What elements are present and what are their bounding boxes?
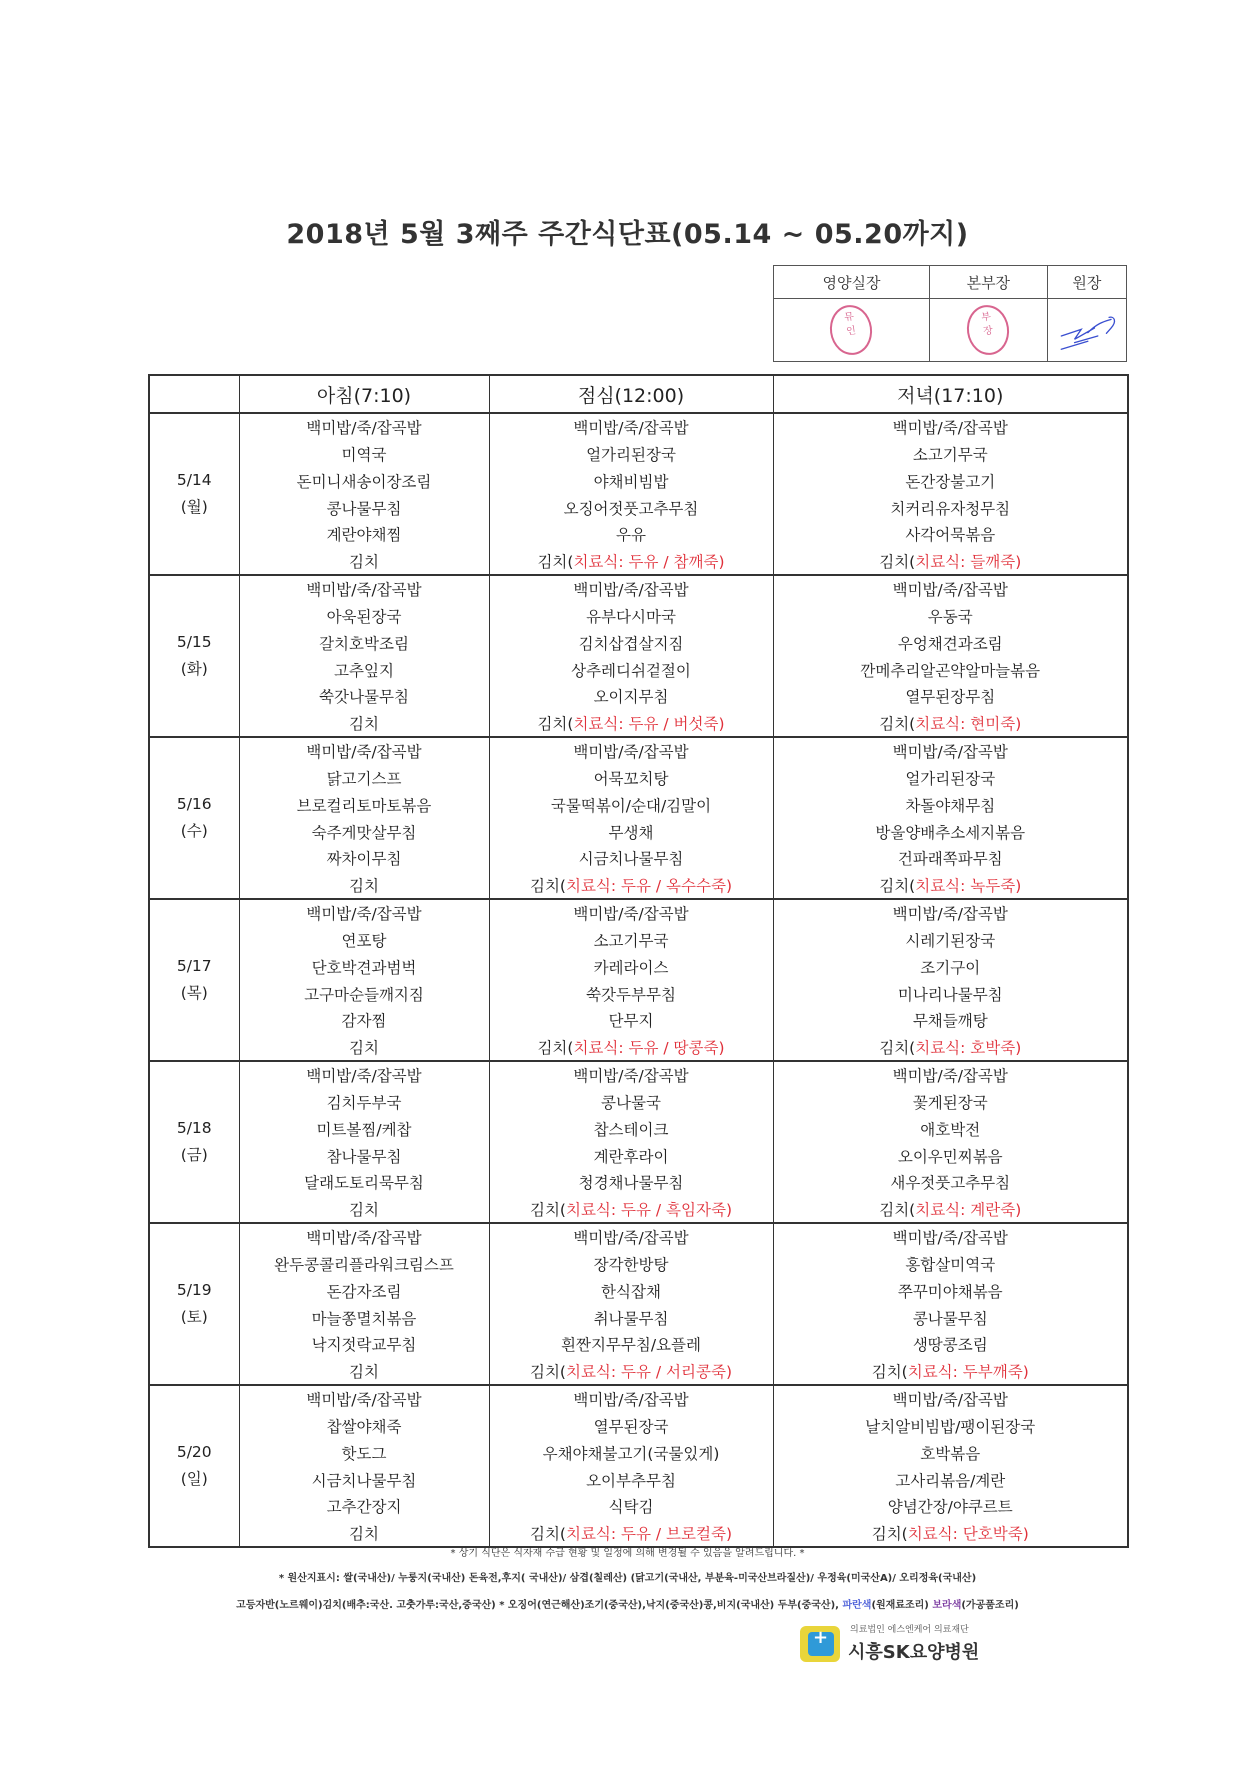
dinner-item: 사각어묵볶음	[773, 521, 1128, 548]
date-cell	[149, 441, 239, 468]
paren-close: )	[1015, 1038, 1022, 1057]
kimchi-label: 김치(	[537, 1038, 574, 1057]
lunch-item: 오징어젓풋고추무침	[489, 494, 773, 521]
therapeutic-diet-label: 치료식: 단호박죽	[907, 1524, 1023, 1543]
kimchi-label: 김치(	[537, 714, 574, 733]
date-cell: 5/14	[149, 467, 239, 494]
lunch-item	[489, 548, 773, 576]
origin-text: 고등자반(노르웨이)김치(배추:국산. 고춧가루:국산,중국산) * 오징어(연근해산)조기(중국산),낙지(중국산)콩,비지(국내산) 두부(중국산),	[236, 1600, 843, 1611]
lunch-item: 시금치나물무침	[489, 845, 773, 872]
breakfast-item: 핫도그	[239, 1439, 489, 1466]
table-row	[149, 1277, 1128, 1304]
paren-close: )	[1015, 876, 1022, 895]
table-row	[149, 1385, 1128, 1413]
dinner-item: 돈간장불고기	[773, 467, 1128, 494]
paren-close: )	[718, 714, 725, 733]
table-row	[149, 629, 1128, 656]
breakfast-item: 백미밥/죽/잡곡밥	[239, 413, 489, 441]
breakfast-item: 달래도토리묵무침	[239, 1169, 489, 1196]
lunch-item: 단무지	[489, 1007, 773, 1034]
dinner-item: 호박볶음	[773, 1439, 1128, 1466]
breakfast-item: 연포탕	[239, 927, 489, 954]
dinner-item: 얼가리된장국	[773, 765, 1128, 792]
dinner-item: 콩나물무침	[773, 1304, 1128, 1331]
date-cell	[149, 413, 239, 441]
breakfast-item: 닭고기스프	[239, 765, 489, 792]
lunch-item: 유부다시마국	[489, 603, 773, 630]
date-cell	[149, 1169, 239, 1196]
lunch-item: 청경채나물무침	[489, 1169, 773, 1196]
kimchi-label: 김치(	[529, 876, 566, 895]
breakfast-item: 백미밥/죽/잡곡밥	[239, 1223, 489, 1251]
date-cell	[149, 1196, 239, 1224]
breakfast-item: 감자찜	[239, 1007, 489, 1034]
dinner-item: 방울양배추소세지볶음	[773, 818, 1128, 845]
breakfast-item: 완두콩콜리플라워크림스프	[239, 1251, 489, 1278]
therapeutic-diet-label: 치료식: 두유 / 옥수수죽	[565, 876, 726, 895]
date-cell: 5/20	[149, 1439, 239, 1466]
table-row	[149, 1007, 1128, 1034]
table-row	[149, 575, 1128, 603]
table-row	[149, 927, 1128, 954]
dinner-item: 꽃게된장국	[773, 1089, 1128, 1116]
paren-close: )	[718, 1038, 725, 1057]
lunch-item: 열무된장국	[489, 1413, 773, 1440]
table-row	[149, 1466, 1128, 1493]
date-cell	[149, 872, 239, 900]
kimchi-label: 김치(	[529, 1524, 566, 1543]
header-lunch: 점심(12:00)	[489, 375, 773, 413]
dinner-item: 우동국	[773, 603, 1128, 630]
lunch-item: 식탁김	[489, 1493, 773, 1520]
date-cell	[149, 521, 239, 548]
date-cell	[149, 710, 239, 738]
kimchi-label: 김치(	[529, 1362, 566, 1381]
breakfast-item: 백미밥/죽/잡곡밥	[239, 737, 489, 765]
lunch-item: 계란후라이	[489, 1142, 773, 1169]
dinner-item: 차돌야채무침	[773, 791, 1128, 818]
breakfast-item: 낙지젓락교무침	[239, 1331, 489, 1358]
breakfast-item: 계란야채찜	[239, 521, 489, 548]
table-row	[149, 548, 1128, 576]
therapeutic-diet-label: 치료식: 두유 / 브로컬죽	[565, 1524, 726, 1543]
approval-stamp-cell-2	[929, 299, 1047, 362]
paren-close: )	[725, 1200, 733, 1219]
logo-name: 시흥SK요양병원	[848, 1642, 980, 1663]
dinner-item: 무채들깨탕	[773, 1007, 1128, 1034]
date-cell	[149, 1089, 239, 1116]
dinner-item	[773, 1034, 1128, 1062]
table-row	[149, 872, 1128, 900]
date-cell	[149, 1358, 239, 1386]
lunch-item	[489, 1034, 773, 1062]
dinner-item: 열무된장무침	[773, 683, 1128, 710]
table-row	[149, 737, 1128, 765]
lunch-item: 백미밥/죽/잡곡밥	[489, 1385, 773, 1413]
breakfast-item: 콩나물무침	[239, 494, 489, 521]
paren-close: )	[1022, 1362, 1029, 1381]
date-cell: 5/19	[149, 1277, 239, 1304]
table-row	[149, 1089, 1128, 1116]
table-row	[149, 467, 1128, 494]
breakfast-item: 백미밥/죽/잡곡밥	[239, 575, 489, 603]
breakfast-item: 백미밥/죽/잡곡밥	[239, 1385, 489, 1413]
breakfast-item: 갈치호박조림	[239, 629, 489, 656]
legend-purple-desc: (가공품조리)	[961, 1600, 1019, 1611]
dinner-item: 우엉채견과조림	[773, 629, 1128, 656]
dinner-item: 시레기된장국	[773, 927, 1128, 954]
dinner-item: 백미밥/죽/잡곡밥	[773, 1061, 1128, 1089]
date-cell: 5/17	[149, 953, 239, 980]
kimchi-label: 김치(	[879, 1038, 916, 1057]
breakfast-item: 김치	[239, 1358, 489, 1386]
table-row	[149, 1413, 1128, 1440]
breakfast-item: 고구마순들깨지짐	[239, 980, 489, 1007]
dinner-item: 소고기무국	[773, 441, 1128, 468]
lunch-item	[489, 872, 773, 900]
table-row	[149, 899, 1128, 927]
signature-icon	[1048, 299, 1126, 361]
weekly-menu-table	[148, 374, 1129, 1548]
dinner-item: 쭈꾸미야채볶음	[773, 1277, 1128, 1304]
table-row	[149, 1520, 1128, 1548]
legend-blue: 파란색	[842, 1600, 872, 1611]
breakfast-item: 돈감자조림	[239, 1277, 489, 1304]
dinner-item	[773, 1196, 1128, 1224]
table-row	[149, 683, 1128, 710]
lunch-item: 쑥갓두부무침	[489, 980, 773, 1007]
logo-icon: +	[800, 1626, 840, 1662]
origin-label-line-2	[0, 1596, 1255, 1611]
dinner-item: 조기구이	[773, 953, 1128, 980]
date-cell	[149, 1007, 239, 1034]
approval-box	[773, 265, 1127, 362]
therapeutic-diet-label: 치료식: 두유 / 흑임자죽	[565, 1200, 726, 1219]
dinner-item: 홍합살미역국	[773, 1251, 1128, 1278]
paren-close: )	[1015, 552, 1022, 571]
date-cell	[149, 548, 239, 576]
kimchi-label: 김치(	[879, 876, 916, 895]
kimchi-label: 김치(	[879, 552, 916, 571]
table-row	[149, 1142, 1128, 1169]
date-cell	[149, 683, 239, 710]
dinner-item: 깐메추리알곤약알마늘볶음	[773, 656, 1128, 683]
paren-close: )	[725, 1362, 733, 1381]
dinner-item: 백미밥/죽/잡곡밥	[773, 413, 1128, 441]
date-cell	[149, 1223, 239, 1251]
table-row	[149, 1251, 1128, 1278]
approval-header-president: 원장	[1047, 266, 1126, 299]
therapeutic-diet-label: 치료식: 두유 / 버섯죽	[573, 714, 719, 733]
breakfast-item: 아욱된장국	[239, 603, 489, 630]
table-row	[149, 603, 1128, 630]
breakfast-item: 미트볼찜/케찹	[239, 1115, 489, 1142]
page-title: 2018년 5월 3째주 주간식단표(05.14 ~ 05.20까지)	[286, 219, 969, 250]
lunch-item: 백미밥/죽/잡곡밥	[489, 413, 773, 441]
date-cell	[149, 845, 239, 872]
breakfast-item: 마늘쫑멸치볶음	[239, 1304, 489, 1331]
breakfast-item: 고추잎지	[239, 656, 489, 683]
lunch-item: 백미밥/죽/잡곡밥	[489, 1061, 773, 1089]
change-notice: * 상기 식단은 식자재 수급 현황 및 일정에 의해 변경될 수 있음을 알려드립니다. *	[450, 1548, 805, 1559]
therapeutic-diet-label: 치료식: 두유 / 서리콩죽	[565, 1362, 726, 1381]
table-row	[149, 791, 1128, 818]
paren-close: )	[1015, 1200, 1022, 1219]
date-cell	[149, 1251, 239, 1278]
breakfast-item: 김치	[239, 548, 489, 576]
lunch-item: 오이지무침	[489, 683, 773, 710]
lunch-item: 어묵꼬치탕	[489, 765, 773, 792]
table-row	[149, 1493, 1128, 1520]
hospital-logo	[800, 1622, 1070, 1668]
header-date	[149, 375, 239, 413]
lunch-item: 우채야채불고기(국물있게)	[489, 1439, 773, 1466]
date-cell: (월)	[149, 494, 239, 521]
breakfast-item: 미역국	[239, 441, 489, 468]
breakfast-item: 돈미니새송이장조림	[239, 467, 489, 494]
table-row	[149, 1439, 1128, 1466]
table-row	[149, 765, 1128, 792]
lunch-item	[489, 1196, 773, 1224]
kimchi-label: 김치(	[879, 714, 916, 733]
lunch-item	[489, 1358, 773, 1386]
dinner-item: 치커리유자청무침	[773, 494, 1128, 521]
paren-close: )	[1015, 714, 1022, 733]
dinner-item: 날치알비빔밥/팽이된장국	[773, 1413, 1128, 1440]
kimchi-label: 김치(	[871, 1524, 908, 1543]
lunch-item: 상추레디쉬겉절이	[489, 656, 773, 683]
dinner-item: 고사리볶음/계란	[773, 1466, 1128, 1493]
therapeutic-diet-label: 치료식: 들깨죽	[915, 552, 1016, 571]
table-row	[149, 1331, 1128, 1358]
paren-close: )	[1022, 1524, 1029, 1543]
date-cell: (일)	[149, 1466, 239, 1493]
legend-purple: 보라색	[932, 1600, 962, 1611]
lunch-item: 장각한방탕	[489, 1251, 773, 1278]
lunch-item: 흰짠지무무침/요플레	[489, 1331, 773, 1358]
table-row	[149, 521, 1128, 548]
therapeutic-diet-label: 치료식: 계란죽	[915, 1200, 1016, 1219]
date-cell: (금)	[149, 1142, 239, 1169]
lunch-item: 국물떡볶이/순대/김말이	[489, 791, 773, 818]
breakfast-item: 짜차이무침	[239, 845, 489, 872]
lunch-item: 한식잡채	[489, 1277, 773, 1304]
dinner-item	[773, 710, 1128, 738]
date-cell	[149, 899, 239, 927]
table-row	[149, 413, 1128, 441]
lunch-item: 백미밥/죽/잡곡밥	[489, 737, 773, 765]
table-row	[149, 845, 1128, 872]
table-row	[149, 1304, 1128, 1331]
approval-signature-cell	[1047, 299, 1126, 362]
lunch-item: 카레라이스	[489, 953, 773, 980]
date-cell	[149, 737, 239, 765]
lunch-item: 백미밥/죽/잡곡밥	[489, 899, 773, 927]
table-row	[149, 1169, 1128, 1196]
breakfast-item: 백미밥/죽/잡곡밥	[239, 899, 489, 927]
date-cell	[149, 1385, 239, 1413]
breakfast-item: 숙주게맛살무침	[239, 818, 489, 845]
approval-stamp-cell-1	[774, 299, 930, 362]
paren-close: )	[725, 1524, 733, 1543]
paren-close: )	[725, 876, 733, 895]
dinner-item: 건파래쪽파무침	[773, 845, 1128, 872]
therapeutic-diet-label: 치료식: 녹두죽	[915, 876, 1016, 895]
dinner-item: 백미밥/죽/잡곡밥	[773, 1385, 1128, 1413]
breakfast-item: 백미밥/죽/잡곡밥	[239, 1061, 489, 1089]
date-cell	[149, 575, 239, 603]
table-row	[149, 953, 1128, 980]
date-cell	[149, 1493, 239, 1520]
dinner-item: 새우젓풋고추무침	[773, 1169, 1128, 1196]
date-cell: (목)	[149, 980, 239, 1007]
breakfast-item: 브로컬리토마토볶음	[239, 791, 489, 818]
table-row	[149, 494, 1128, 521]
date-cell	[149, 603, 239, 630]
kimchi-label: 김치(	[537, 552, 574, 571]
dinner-item	[773, 548, 1128, 576]
date-cell	[149, 1413, 239, 1440]
lunch-item: 찹스테이크	[489, 1115, 773, 1142]
legend-blue-desc: (원재료조리)	[871, 1600, 933, 1611]
lunch-item: 우유	[489, 521, 773, 548]
lunch-item: 백미밥/죽/잡곡밥	[489, 575, 773, 603]
breakfast-item: 참나물무침	[239, 1142, 489, 1169]
date-cell: (수)	[149, 818, 239, 845]
therapeutic-diet-label: 치료식: 두유 / 참깨죽	[573, 552, 719, 571]
date-cell: 5/15	[149, 629, 239, 656]
lunch-item: 백미밥/죽/잡곡밥	[489, 1223, 773, 1251]
breakfast-item: 김치두부국	[239, 1089, 489, 1116]
breakfast-item: 김치	[239, 872, 489, 900]
table-row	[149, 1115, 1128, 1142]
date-cell	[149, 1520, 239, 1548]
date-cell	[149, 1034, 239, 1062]
breakfast-item: 시금치나물무침	[239, 1466, 489, 1493]
kimchi-label: 김치(	[871, 1362, 908, 1381]
therapeutic-diet-label: 치료식: 현미죽	[915, 714, 1016, 733]
dinner-item: 오이우민찌볶음	[773, 1142, 1128, 1169]
paren-close: )	[718, 552, 725, 571]
lunch-item	[489, 710, 773, 738]
date-cell: (토)	[149, 1304, 239, 1331]
lunch-item: 얼가리된장국	[489, 441, 773, 468]
date-cell: 5/16	[149, 791, 239, 818]
dinner-item: 미나리나물무침	[773, 980, 1128, 1007]
lunch-item	[489, 1520, 773, 1548]
dinner-item	[773, 1520, 1128, 1548]
table-row	[149, 441, 1128, 468]
logo-subtitle: 의료법인 에스엔케어 의료재단	[850, 1625, 969, 1635]
breakfast-item: 쑥갓나물무침	[239, 683, 489, 710]
kimchi-label: 김치(	[529, 1200, 566, 1219]
approval-header-director: 본부장	[929, 266, 1047, 299]
lunch-item: 소고기무국	[489, 927, 773, 954]
dinner-item	[773, 1358, 1128, 1386]
breakfast-item: 김치	[239, 710, 489, 738]
dinner-item: 백미밥/죽/잡곡밥	[773, 1223, 1128, 1251]
header-breakfast: 아침(7:10)	[239, 375, 489, 413]
dinner-item: 생땅콩조림	[773, 1331, 1128, 1358]
breakfast-item: 김치	[239, 1196, 489, 1224]
therapeutic-diet-label: 치료식: 두부깨죽	[907, 1362, 1023, 1381]
table-row	[149, 818, 1128, 845]
header-dinner: 저녁(17:10)	[773, 375, 1128, 413]
dinner-item: 백미밥/죽/잡곡밥	[773, 899, 1128, 927]
table-row	[149, 1196, 1128, 1224]
lunch-item: 오이부추무침	[489, 1466, 773, 1493]
table-row	[149, 1223, 1128, 1251]
lunch-item: 무생채	[489, 818, 773, 845]
breakfast-item: 고추간장지	[239, 1493, 489, 1520]
date-cell	[149, 1061, 239, 1089]
origin-label-line-1: * 원산지표시: 쌀(국내산)/ 누룽지(국내산) 돈육전,후지( 국내산)/ 삼겹(칠레산) (닭고기(국내산, 부분육-미국산브라질산)/ 우정육(미국산A)/ 오리정육(국내산)	[278, 1573, 977, 1584]
date-cell	[149, 765, 239, 792]
dinner-item: 애호박전	[773, 1115, 1128, 1142]
kimchi-label: 김치(	[879, 1200, 916, 1219]
breakfast-item: 김치	[239, 1520, 489, 1548]
date-cell	[149, 927, 239, 954]
therapeutic-diet-label: 치료식: 호박죽	[915, 1038, 1016, 1057]
seal-stamp: 부 장	[964, 302, 1013, 357]
table-row	[149, 1358, 1128, 1386]
seal-stamp: 뮤 인	[827, 302, 876, 357]
breakfast-item: 단호박견과범벅	[239, 953, 489, 980]
dinner-item	[773, 872, 1128, 900]
approval-header-nutrition: 영양실장	[774, 266, 930, 299]
table-row	[149, 980, 1128, 1007]
date-cell	[149, 1331, 239, 1358]
table-row	[149, 1034, 1128, 1062]
date-cell: (화)	[149, 656, 239, 683]
table-row	[149, 1061, 1128, 1089]
table-row	[149, 710, 1128, 738]
therapeutic-diet-label: 치료식: 두유 / 땅콩죽	[573, 1038, 719, 1057]
lunch-item: 취나물무침	[489, 1304, 773, 1331]
breakfast-item: 김치	[239, 1034, 489, 1062]
lunch-item: 김치삽겹살지짐	[489, 629, 773, 656]
date-cell: 5/18	[149, 1115, 239, 1142]
dinner-item: 양념간장/야쿠르트	[773, 1493, 1128, 1520]
breakfast-item: 찹쌀야채죽	[239, 1413, 489, 1440]
lunch-item: 콩나물국	[489, 1089, 773, 1116]
lunch-item: 야채비빔밥	[489, 467, 773, 494]
table-row	[149, 656, 1128, 683]
dinner-item: 백미밥/죽/잡곡밥	[773, 737, 1128, 765]
dinner-item: 백미밥/죽/잡곡밥	[773, 575, 1128, 603]
